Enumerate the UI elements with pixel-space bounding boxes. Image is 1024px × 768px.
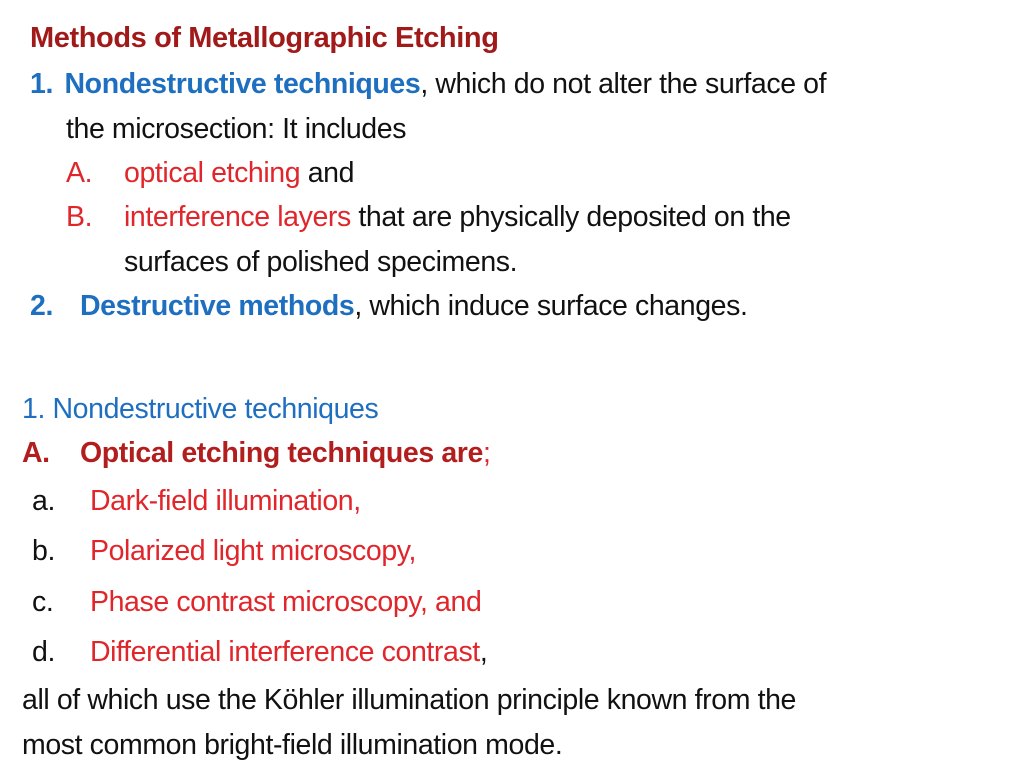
optical-etching-rest: and [307, 157, 355, 189]
section-heading: 1. Nondestructive techniques [22, 393, 379, 425]
closing-text: all of which use the Köhler illumination principle known from the [22, 684, 796, 716]
nondestructive-description: , which do not alter the surface of [420, 68, 827, 100]
list-item-nondestructive [30, 70, 826, 99]
nondestructive-description-cont: the microsection: It includes [66, 113, 407, 145]
sub-letter: B. [66, 201, 93, 233]
list-number: 1. [30, 68, 53, 100]
sub-item-interference-layers [66, 203, 791, 232]
sub-letter: A. [22, 437, 50, 469]
optical-etching-heading [22, 439, 490, 468]
optical-etching-label: optical etching [124, 157, 301, 189]
list-marker: b. [32, 535, 55, 567]
page-title: Methods of Metallographic Etching [30, 22, 499, 54]
list-item [32, 487, 361, 516]
list-item-text: Differential interference contrast [90, 636, 480, 668]
list-item-text: Polarized light microscopy, [90, 535, 417, 567]
destructive-label: Destructive methods [80, 290, 355, 322]
closing-text-cont: most common bright-field illumination mode. [22, 729, 563, 761]
list-marker: c. [32, 586, 54, 618]
list-item-destructive [30, 292, 747, 321]
list-item-text: Phase contrast microscopy, and [90, 586, 482, 618]
list-number: 2. [30, 290, 53, 322]
interference-layers-label: interference layers [124, 201, 351, 233]
list-item [32, 638, 487, 667]
list-item-suffix: , [479, 636, 488, 668]
optical-techniques-label: Optical etching techniques are [80, 437, 483, 469]
destructive-description: , which induce surface changes. [354, 290, 748, 322]
list-marker: d. [32, 636, 55, 668]
list-item-text: Dark-field illumination, [90, 485, 361, 517]
interference-layers-cont: surfaces of polished specimens. [124, 246, 518, 278]
list-item [32, 537, 416, 566]
list-item [32, 588, 481, 617]
optical-techniques-punct: ; [482, 437, 491, 469]
interference-layers-rest: that are physically deposited on the [358, 201, 791, 233]
list-marker: a. [32, 485, 55, 517]
nondestructive-label: Nondestructive techniques [64, 68, 421, 100]
sub-letter: A. [66, 157, 93, 189]
sub-item-optical-etching [66, 159, 354, 188]
